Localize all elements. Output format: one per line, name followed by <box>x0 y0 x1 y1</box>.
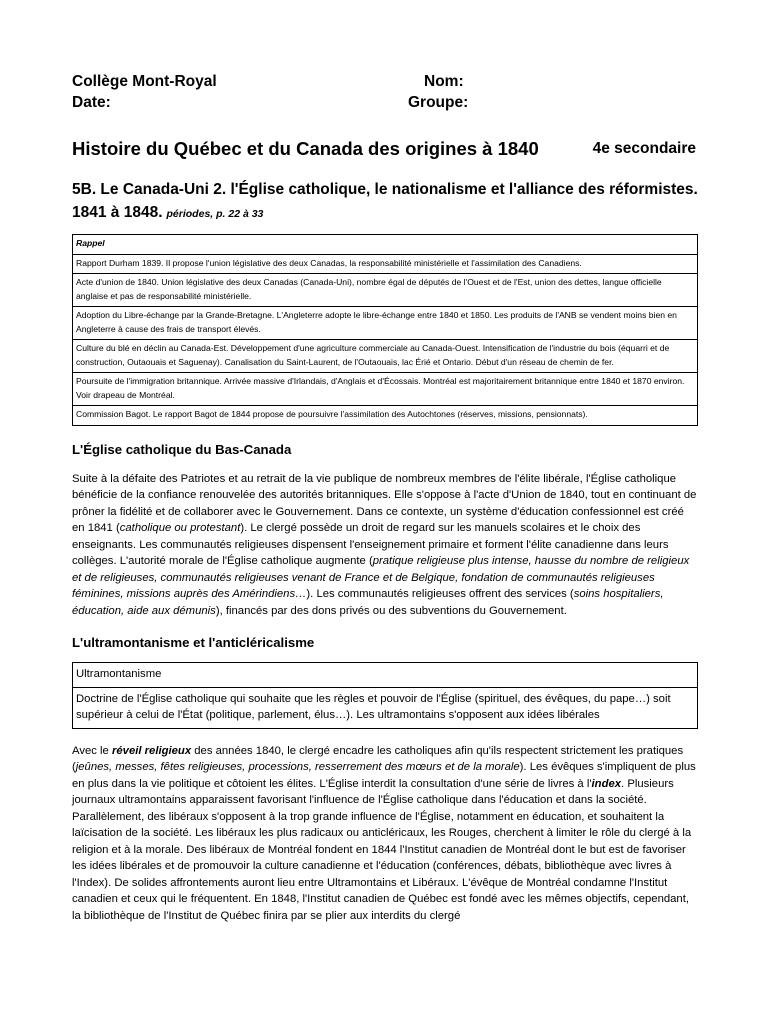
name-label: Nom: <box>424 73 464 90</box>
rappel-row: Rapport Durham 1839. Il propose l'union législative des deux Canadas, la responsabilité ministérielle et l'assimilation des Canadiens. <box>73 254 698 274</box>
ultra-box-definition: Doctrine de l'Église catholique qui souhaite que les règles et pouvoir de l'Église (spirituel, des évêques, du pape…) soit supérieur à celui de l'État (politique, parlement, élus…). Les ultramontains s'opposent aux idées libérales <box>73 687 698 728</box>
date-label: Date: <box>72 94 111 111</box>
eglise-italic: pratique religieuse plus intense, hausse du nombre de religieux et de religieuses, communautés religieuses venant de France et de Belgique, fondation de communautés religieuses féminines, missions auprès des Amérindiens… <box>72 555 690 600</box>
rappel-row: Acte d'union de 1840. Union législative des deux Canadas (Canada-Uni), nombre égal de députés de l'Ouest et de l'Est, union des dettes, langue officielle anglaise et pas de responsabilité ministérielle. <box>73 274 698 307</box>
ultra-text: Avec le <box>72 744 112 757</box>
course-title-row <box>72 138 698 162</box>
ultra-bold-italic: réveil religieux <box>111 744 192 757</box>
rappel-row: Poursuite de l'immigration britannique. Arrivée massive d'Irlandais, d'Anglais et d'Écossais. Montréal est majoritairement britannique entre 1840 et 1870 environ. Voir drapeau de Montréal. <box>73 373 698 406</box>
course-title: Histoire du Québec et du Canada des origines à 1840 <box>72 138 539 159</box>
section-title-text: 5B. Le Canada-Uni 2. l'Église catholique, le nationalisme et l'alliance des réformistes. 1841 à 1848. <box>72 181 698 221</box>
eglise-text: Suite à la défaite des Patriotes et au retrait de la vie publique de nombreux membres de l'élite libérale, l'Église catholique bénéficie de la confiance renouvelée des autorités britanniques. Elle s'oppose à l'acte d'Union de 1840, tout en continuant de prôner la fidélité et de collaborer avec le Gouvernement. Dans ce contexte, un système d'éducation confessionnel est créé en 1841 ( <box>72 472 697 534</box>
ultramontanisme-box <box>72 662 698 729</box>
header-block <box>72 72 698 114</box>
ultra-italic: jeûnes, messes, fêtes religieuses, processions, resserrement des mœurs et de la morale <box>75 761 520 773</box>
course-level: 4e secondaire <box>592 140 696 157</box>
school-name: Collège Mont-Royal <box>72 73 217 90</box>
ultra-text: des années 1840, le clergé encadre les catholiques afin qu'ils respectent strictement les pratiques ( <box>72 744 684 773</box>
eglise-italic: soins hospitaliers, éducation, aide aux démunis <box>72 588 664 617</box>
eglise-text: ). Le clergé possède un droit de regard sur les manuels scolaires et le choix des enseignants. Les communautés religieuses dispensent l'enseignement primaire et forment l'élite canadienne dans leurs collèges. L'autorité morale de l'Église catholique augmente ( <box>72 522 669 567</box>
rappel-row: Culture du blé en déclin au Canada-Est. Développement d'une agriculture commerciale au Canada-Ouest. Intensification de l'industrie du bois (équarri et de construction, Outaouais et Saguenay). Canalisation du Saint-Laurent, de l'Outaouais, lac Érié et Ontario. Début d'un réseau de chemin de fer. <box>73 340 698 373</box>
section-title <box>72 178 698 226</box>
rappel-row: Adoption du Libre-échange par la Grande-Bretagne. L'Angleterre adopte le libre-échange entre 1840 et 1850. Les produits de l'ANB se vendent moins bien en Angleterre à cause des frais de transport élevés. <box>73 307 698 340</box>
eglise-text: ). Les communautés religieuses offrent des services ( <box>306 588 574 600</box>
rappel-row: Commission Bagot. Le rapport Bagot de 1844 propose de poursuivre l'assimilation des Autochtones (réserves, missions, pensionnats). <box>73 406 698 426</box>
ultra-heading: L'ultramontanisme et l'anticléricalisme <box>72 635 315 650</box>
ultra-text: ). Les évêques s'impliquent de plus en plus dans la vie politique et côtoient les élites. L'Église interdit la consultation d'une série de livres à l' <box>72 761 696 790</box>
group-label: Groupe: <box>408 94 469 111</box>
eglise-italic: catholique ou protestant <box>119 522 241 534</box>
section-periods: périodes, p. 22 à 33 <box>166 208 264 220</box>
ultra-box-title: Ultramontanisme <box>73 663 698 688</box>
ultra-text: . Plusieurs journaux ultramontains apparaissent favorisant l'influence de l'Église catholique dans l'éducation et dans la société. Parallèlement, des libéraux s'opposent à la trop grande influence de l'Église, notamment en éducation, et souhaitent la laïcisation de la société. Les libéraux les plus radicaux ou anticléricaux, les Rouges, cherchent à limiter le rôle du clergé à la religion et à la morale. Des libéraux de Montréal fondent en 1844 l'Institut canadien de Montréal dont le but est de favoriser les idées libérales et de promouvoir la culture canadienne et l'éducation (conférences, débats, bibliothèque avec livres à l'Index). De solides affrontements auront lieu entre Ultramontains et Libéraux. L'évêque de Montréal condamne l'Institut canadien et ceux qui le fréquentent. En 1848, l'Institut canadien de Québec est fondé avec les mêmes objectifs, cependant, la bibliothèque de l'Institut de Québec finira par se plier aux interdits du clergé <box>72 777 692 922</box>
eglise-text: ), financés par des dons privés ou des subventions du Gouvernement. <box>215 604 567 617</box>
rappel-table <box>72 234 698 426</box>
ultra-paragraph <box>72 743 698 925</box>
eglise-heading: L'Église catholique du Bas-Canada <box>72 441 292 457</box>
ultra-bold-italic: index <box>591 777 622 790</box>
document-page <box>72 72 698 924</box>
eglise-paragraph <box>72 471 698 620</box>
rappel-heading: Rappel <box>73 235 698 255</box>
